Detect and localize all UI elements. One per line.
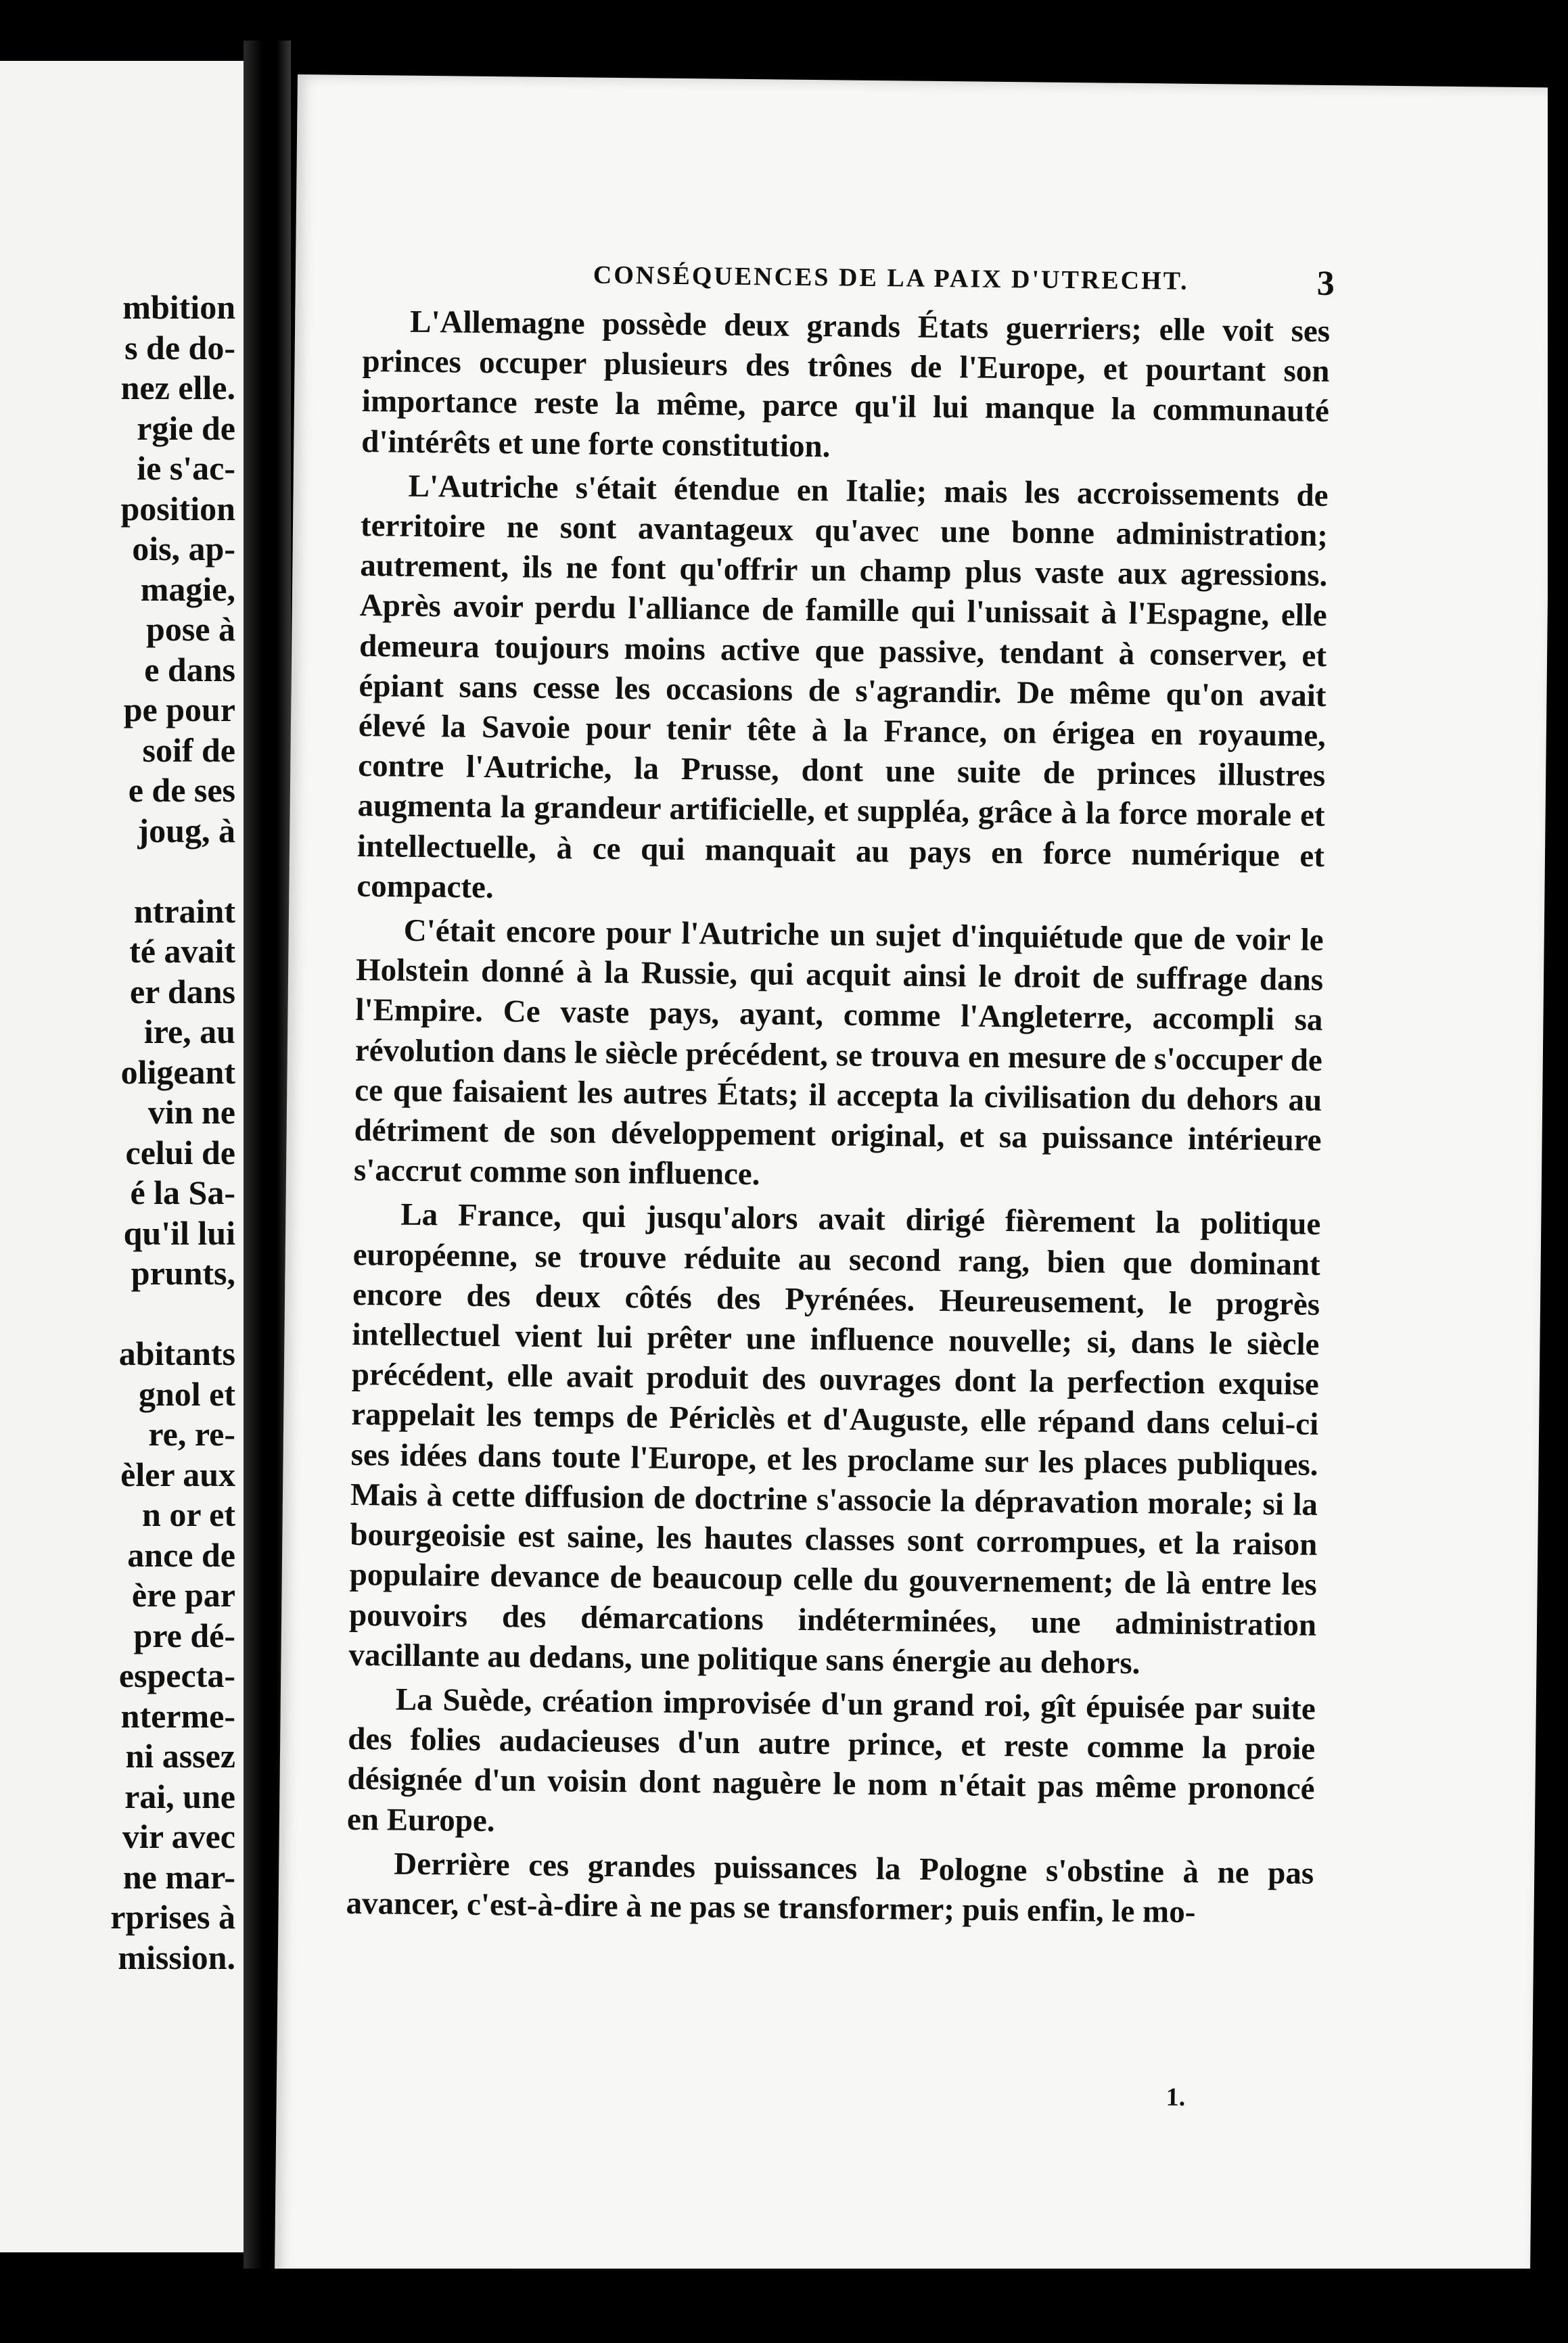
left-page-line: abitants <box>118 1335 235 1372</box>
left-page-line: er dans <box>129 972 235 1011</box>
left-page-line: pose à <box>146 610 235 648</box>
left-page-line: vir avec <box>122 1817 235 1855</box>
left-page-line: especta- <box>118 1656 235 1694</box>
left-page-line: celui de <box>125 1133 235 1172</box>
left-page-line: pre dé- <box>133 1616 235 1654</box>
page-number: 3 <box>1316 264 1337 304</box>
left-page-line: rgie de <box>137 409 235 447</box>
left-page-line: s de do- <box>124 328 235 367</box>
body-paragraph: L'Allemagne possède deux grands États guerriers; elle voit ses princes occuper plusieurs des trônes de l'Europe, et pourtant son importance reste la même, parce qu'il lui manque la communauté d'intérêts et une forte constitution. <box>361 304 1331 464</box>
left-page-line: ire, au <box>143 1013 235 1050</box>
left-page-line: position <box>120 489 235 528</box>
left-page-line: rai, une <box>124 1777 235 1815</box>
left-page-line: nterme- <box>120 1696 235 1735</box>
body-paragraph: Derrière ces grandes puissances la Pologne s'obstine à ne pas avancer, c'est-à-dire à ne pas se transformer; puis enfin, le mo- <box>346 1846 1314 1930</box>
left-page-line: qu'il lui <box>123 1213 235 1252</box>
body-paragraph: C'était encore pour l'Autriche un sujet d'inquiétude que de voir le Holstein donné à la Russie, qui acquit ainsi le droit de suffrage dans l'Empire. Ce vaste pays, ayant, comme l'Angleterre, accompli sa révolution dans le siècle précédent, se trouva en mesure de s'occuper de ce que faisaient les autres États; il accepta la civilisation du dehors au détriment de son développement original, et sa puissance intérieure s'accrut comme son influence. <box>353 912 1324 1192</box>
left-page-line: é la Sa- <box>130 1174 235 1211</box>
left-page-line: ère par <box>131 1576 235 1614</box>
running-head-title: CONSÉQUENCES DE LA PAIX D'UTRECHT. <box>593 260 1189 296</box>
left-page-line: e dans <box>144 650 235 689</box>
left-page-line: mbition <box>122 288 235 326</box>
left-page-fragment <box>0 61 244 2252</box>
left-page-line: n or et <box>142 1495 235 1533</box>
left-page-line: prunts, <box>131 1254 235 1292</box>
body-text <box>346 302 1330 1938</box>
left-page-text <box>0 287 235 1978</box>
left-page-line: ntraint <box>134 891 235 930</box>
left-page-line: joug, à <box>137 811 235 850</box>
left-page-line: re, re- <box>148 1415 235 1453</box>
left-page-line: e de ses <box>128 771 235 809</box>
body-paragraph: L'Autriche s'était étendue en Italie; mais les accroissements de territoire ne sont avantageux qu'avec une bonne administration; autrement, ils ne font qu'offrir un champ plus vaste aux agressions. Après avoir perdu l'alliance de famille qui l'unissait à l'Espagne, elle demeura toujours moins active que passive, tendant à conserver, et épiant sans cesse les occasions de s'agrandir. De même qu'on avait élevé la Savoie pour tenir tête à la France, on érigea en royaume, contre l'Autriche, la Prusse, dont une suite de princes illustres augmenta la grandeur artificielle, et suppléa, grâce à la force morale et intellectuelle, à ce qui manquait au pays en force numérique et compacte. <box>356 468 1329 905</box>
left-page-line: ie s'ac- <box>137 449 235 487</box>
left-page-line: magie, <box>140 570 235 608</box>
left-page-line: ance de <box>127 1535 235 1574</box>
left-page-blank-line <box>0 1294 235 1335</box>
left-page-line: nez elle. <box>120 369 235 407</box>
left-page-line: rprises à <box>110 1898 235 1936</box>
running-head <box>296 257 1551 304</box>
left-page-line: gnol et <box>138 1374 235 1413</box>
left-page-line: soif de <box>142 730 235 769</box>
left-page-line: mission. <box>118 1938 235 1976</box>
left-page-line: ni assez <box>125 1737 235 1775</box>
left-page-line: pe pour <box>123 691 235 728</box>
body-paragraph: La France, qui jusqu'alors avait dirigé fièrement la politique européenne, se trouve réduite au second rang, bien que dominant encore des deux côtés des Pyrénées. Heureusement, le progrès intellectuel vient lui prêter une influence nouvelle; si, dans le siècle précédent, elle avait produit des ouvrages dont la perfection exquise rappelait les temps de Périclès et d'Auguste, elle répand dans celui-ci ses idées dans toute l'Europe, et les proclame sur les places publiques. Mais à cette diffusion de doctrine s'associe la dépravation morale; si la bourgeoisie est saine, les hautes classes sont corrompues, et la raison populaire devance de beaucoup celle du gouvernement; de là entre les pouvoirs des démarcations indéterminées, une administration vacillante au dedans, une politique sans énergie au dehors. <box>348 1197 1321 1681</box>
left-page-line: oligeant <box>120 1052 235 1091</box>
left-page-line: èler aux <box>120 1455 235 1493</box>
left-page-line: ne mar- <box>122 1857 235 1896</box>
scan-border-right <box>1548 0 1568 2343</box>
left-page-line: ois, ap- <box>132 530 235 567</box>
left-page-blank-line <box>0 851 235 891</box>
left-page-line: vin ne <box>147 1093 235 1131</box>
main-page <box>275 74 1553 2292</box>
scan-border-bottom <box>0 2269 1568 2343</box>
body-paragraph: La Suède, création improvisée d'un grand roi, gît épuisée par suite des folies audacieuses d'un autre prince, et reste comme la proie désignée d'un voisin dont naguère le nom n'était pas même prononcé en Europe. <box>346 1681 1316 1838</box>
signature-mark: 1. <box>1166 2083 1186 2112</box>
left-page-line: té avait <box>129 932 235 970</box>
